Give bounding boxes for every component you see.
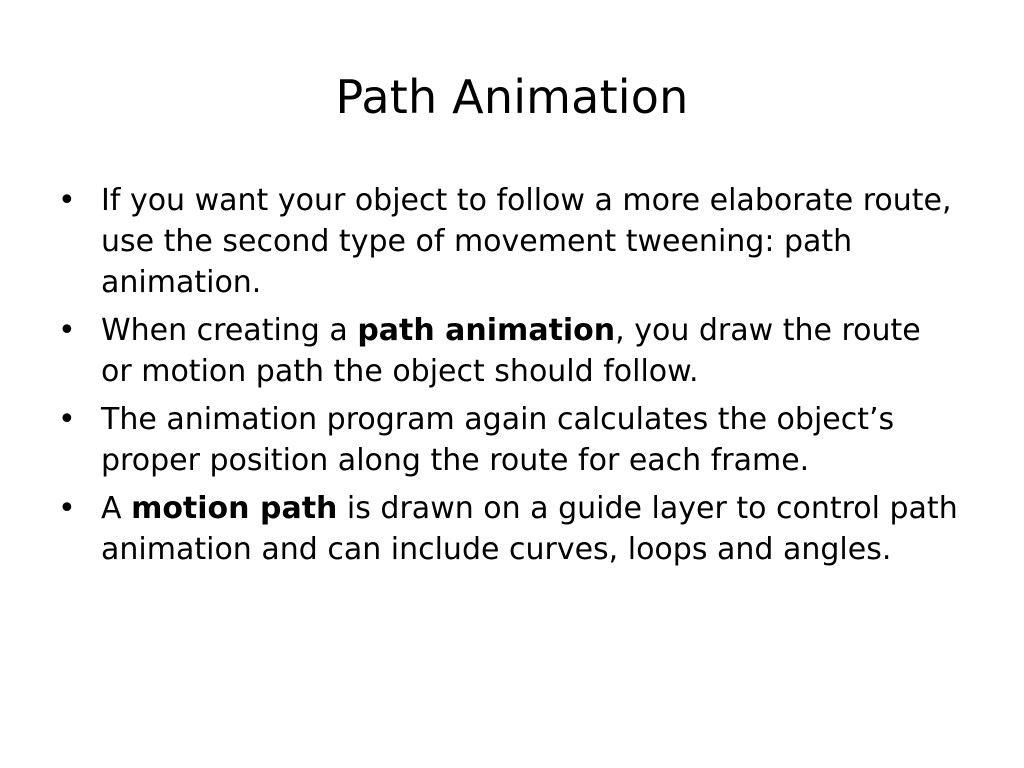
bullet-item — [58, 399, 958, 481]
bullet-icon: • — [58, 183, 76, 218]
bullet-item — [58, 180, 958, 303]
bullet-list — [58, 180, 958, 577]
bullet-text: is drawn on a guide layer to control path animation and can include curves, loops and angles. — [101, 491, 958, 567]
bullet-text: When creating a — [101, 313, 358, 348]
bold-term: motion path — [131, 491, 338, 526]
bullet-text: If you want your object to follow a more elaborate route, use the second type of movement tweening: path animation. — [101, 183, 952, 300]
bullet-text: The animation program again calculates the object’s proper position along the route for each frame. — [101, 402, 895, 478]
bullet-icon: • — [58, 491, 76, 526]
bullet-icon: • — [58, 313, 76, 348]
bold-term: path animation — [357, 313, 616, 348]
bullet-item — [58, 310, 958, 392]
bullet-icon: • — [58, 402, 76, 437]
slide-title: Path Animation — [335, 70, 689, 124]
bullet-text: A — [101, 491, 132, 526]
bullet-text: , you draw the route or motion path the object should follow. — [101, 313, 921, 389]
bullet-item — [58, 488, 958, 570]
